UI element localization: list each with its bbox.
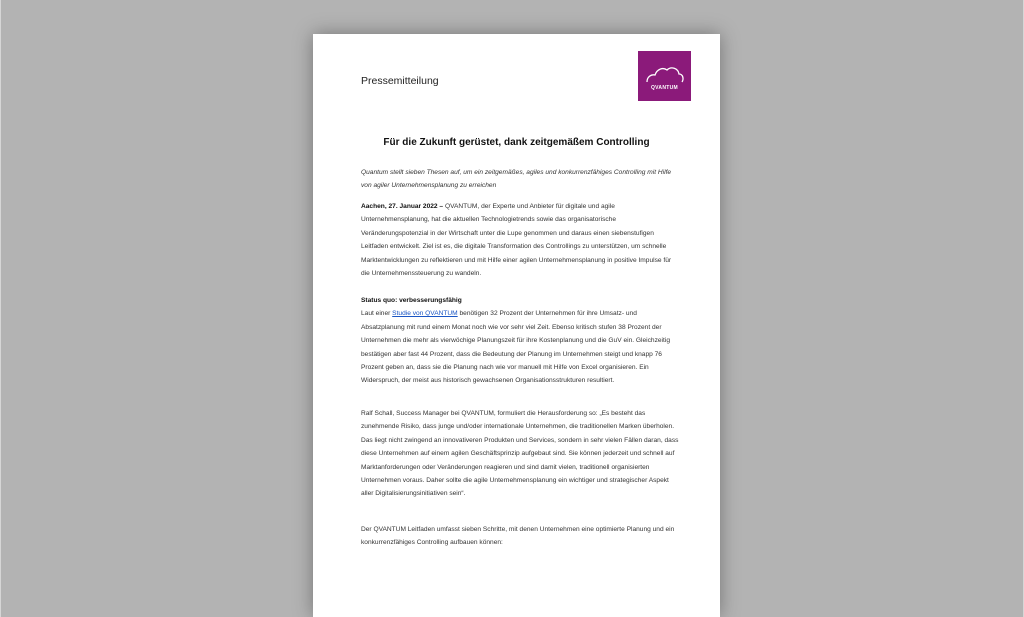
qvantum-logo bbox=[638, 51, 691, 101]
dateline: Aachen, 27. Januar 2022 – bbox=[361, 203, 444, 210]
section-heading: Status quo: verbesserungsfähig bbox=[361, 297, 462, 304]
study-link[interactable]: Studie von QVANTUM bbox=[392, 310, 458, 318]
intro-paragraph bbox=[361, 200, 681, 280]
guide-paragraph: Der QVANTUM Leitfaden umfasst sieben Schritte, mit denen Unternehmen eine optimierte Planung und ein konkurrenzfähiges Controlling aufbauen können: bbox=[361, 526, 675, 547]
status-section bbox=[361, 294, 681, 388]
quote-paragraph: Ralf Schall, Success Manager bei QVANTUM, formuliert die Herausforderung so: „Es besteht das zunehmende Risiko, dass junge und/oder internationale Unternehmen, die traditionellen Marken überholen. Das liegt nicht zwingend an innovativeren Produkten und Services, sondern in sehr vielen Fällen daran, dass diese Unternehmen auf einem agilen Geschäftsprinzip aufgebaut sind. Sie können jederzeit und schnell auf Marktanforderungen oder Veränderungen reagieren und sind damit vielen, traditionell organisierten Unternehmen voraus. Daher sollte die agile Unternehmensplanung ein wichtiger und strategischer Aspekt aller Digitalisierungsinitiativen sein“. bbox=[361, 410, 679, 498]
cloud-icon bbox=[638, 51, 691, 101]
status-text-pre: Laut einer bbox=[361, 310, 393, 318]
press-release-title: Für die Zukunft gerüstet, dank zeitgemäßem Controlling bbox=[383, 137, 650, 148]
logo-wordmark: QVANTUM bbox=[650, 85, 678, 91]
press-release-subtitle: Quantum stellt sieben Thesen auf, um ein zeitgemäßes, agiles und konkurrenzfähiges Controlling mit Hilfe von agiler Unternehmensplanung zu erreichen bbox=[361, 169, 672, 189]
status-text-post: benötigen 32 Prozent der Unternehmen für ihre Umsatz- und Absatzplanung mit rund einem Monat noch wie vor sehr viel Zeit. Ebenso kritisch stufen 38 Prozent der Unternehmen die mehr als vierwöchige Planungszeit für ihre Kostenplanung und die GuV ein. Gleichzeitig bestätigen aber fast 44 Prozent, dass die Bedeutung der Planung im Unternehmen steigt und knapp 76 Prozent geben an, dass sie die Planung nach wie vor manuell mit Hilfe von Excel organisieren. Ein Widerspruch, der meist aus historisch gewachsenen Organisationsstrukturen resultiert. bbox=[361, 310, 670, 385]
document-type-label: Pressemitteilung bbox=[361, 75, 439, 87]
document-page bbox=[313, 34, 720, 617]
intro-text: QVANTUM, der Experte und Anbieter für digitale und agile Unternehmensplanung, hat die aktuellen Technologietrends sowie das organisatorische Veränderungspotenzial in der Wirtschaft unter die Lupe genommen und daraus einen siebenstufigen Leitfaden entwickelt. Ziel ist es, die digitale Transformation des Controllings zu unterstützen, um schnelle Marktentwicklungen zu reflektieren und mit Hilfe einer agilen Unternehmensplanung in positive Impulse für die Unternehmenssteuerung zu wandeln. bbox=[361, 203, 672, 278]
